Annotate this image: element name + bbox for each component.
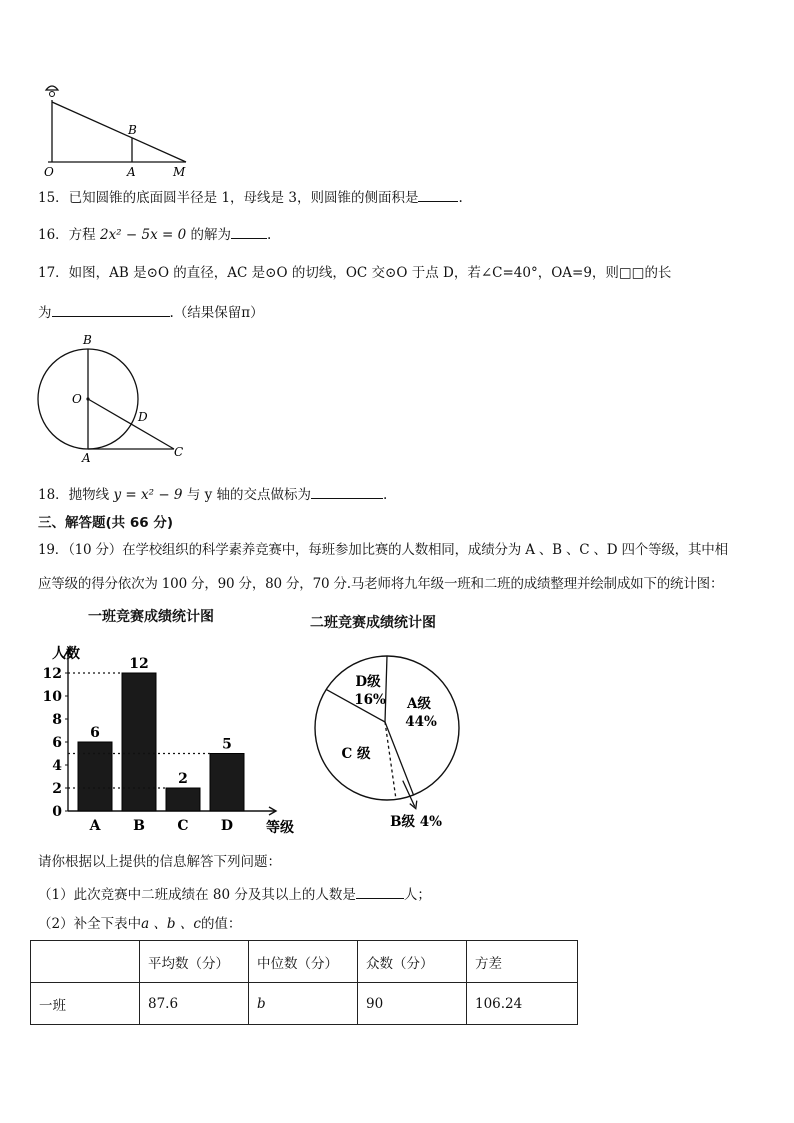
table-cell: 90	[358, 983, 467, 1025]
answer-blank-17[interactable]	[52, 302, 170, 317]
section-heading	[38, 514, 173, 532]
label-O: O	[44, 165, 54, 179]
table-header-cell: 众数（分）	[358, 941, 467, 983]
answer-blank-18[interactable]	[311, 484, 383, 499]
pie-chart	[300, 640, 480, 840]
q15-end: .	[458, 190, 463, 206]
label-B: B	[83, 333, 92, 347]
bar-data-label: 5	[222, 736, 232, 753]
y-axis-label: 人数	[52, 646, 80, 662]
q17-line2-pre: 为	[38, 305, 52, 321]
question-16	[38, 224, 271, 244]
bar-A	[78, 742, 112, 811]
score-table	[30, 940, 578, 1025]
y-tick-label: 2	[52, 781, 62, 797]
table-header-cell: 方差	[467, 941, 578, 983]
point-O	[86, 397, 89, 400]
bar-chart-title: 一班竞赛成绩统计图	[88, 609, 214, 625]
q18-pre: 18．抛物线	[38, 487, 110, 503]
q18-end: .	[383, 487, 388, 503]
label-D: D	[138, 410, 148, 424]
q19-sub2	[38, 915, 241, 933]
question-17-line2	[38, 302, 264, 322]
q16-end: .	[266, 227, 272, 243]
question-17-line1	[38, 264, 671, 282]
y-tick-label: 4	[52, 758, 62, 774]
q19-sub1	[38, 884, 431, 904]
answer-blank-19-1[interactable]	[356, 884, 404, 899]
figure-circle-tangent	[34, 332, 204, 464]
slice-percent: 16%	[354, 692, 386, 708]
bar-data-label: 12	[129, 656, 149, 672]
y-tick-label: 12	[42, 666, 62, 682]
lamp-icon	[46, 86, 58, 97]
q19-sub2-vars: a 、b 、c	[141, 916, 201, 932]
q19-prompt	[38, 853, 281, 871]
table-cell: 一班	[31, 983, 140, 1025]
q19-sub2-pre: （2）补全下表中	[38, 916, 142, 932]
bar-chart	[38, 628, 308, 838]
x-tick-label: A	[89, 818, 101, 834]
x-tick-label: B	[133, 818, 145, 834]
bar-B	[122, 673, 156, 811]
y-tick-label: 0	[52, 804, 62, 820]
label-M: M	[173, 165, 186, 179]
y-tick-label: 10	[42, 689, 62, 705]
q17-tail: 的长	[644, 265, 672, 281]
y-tick-label: 8	[52, 712, 62, 728]
label-A: A	[127, 165, 136, 179]
q19-sub1-pre: （1）此次竞赛中二班成绩在 80 分及其以上的人数是	[38, 887, 356, 903]
x-axis-label: 等级	[266, 820, 294, 836]
y-tick-label: 6	[52, 735, 62, 751]
table-cell: 106.24	[467, 983, 578, 1025]
x-tick-label: C	[177, 818, 189, 834]
q19-line2: 应等级的得分依次为 100 分，90 分，80 分，70 分.马老师将九年级一班和二班的成绩整理并绘制成如下的统计图：	[38, 576, 724, 592]
q19-sub1-post: 人；	[403, 887, 431, 903]
bar-D	[210, 754, 244, 812]
slice-percent: 44%	[405, 714, 437, 730]
bar-C	[166, 788, 200, 811]
answer-blank-16[interactable]	[231, 224, 267, 239]
table-header-row	[31, 941, 578, 983]
figure-lamp-triangle	[38, 80, 198, 180]
label-B: B	[128, 123, 137, 137]
question-18	[38, 484, 387, 504]
q19-sub2-post: 的值：	[200, 916, 242, 932]
label-A: A	[82, 451, 91, 464]
q19-line1: 19．（10 分）在学校组织的科学素养竞赛中，每班参加比赛的人数相同，成绩分为 A 、B 、C 、D 四个等级，其中相	[38, 542, 728, 558]
q16-pre: 16．方程	[38, 227, 96, 243]
question-19-line2	[38, 575, 723, 593]
bar-data-label: 2	[178, 771, 188, 787]
answer-blank-15[interactable]	[418, 187, 458, 202]
q18-equation: y = x² − 9	[113, 487, 183, 503]
slice-label: D级	[355, 674, 381, 690]
pie-chart-title: 二班竞赛成绩统计图	[310, 615, 436, 631]
table-header-cell: 中位数（分）	[249, 941, 358, 983]
table-header-cell	[31, 941, 140, 983]
question-15	[38, 187, 463, 207]
q15-text: 15．已知圆锥的底面圆半径是 1，母线是 3，则圆锥的侧面积是	[38, 190, 419, 206]
table-row	[31, 983, 578, 1025]
hypotenuse-line	[52, 102, 186, 162]
table-cell: 87.6	[140, 983, 249, 1025]
q17-text: 17．如图，AB 是⊙O 的直径，AC 是⊙O 的切线，OC 交⊙O 于点 D，若∠C=40°，OA=9，则	[38, 265, 619, 281]
slice-label: A级	[407, 696, 431, 712]
question-19-line1	[38, 541, 728, 559]
bar-data-label: 6	[90, 725, 100, 741]
q16-post: 的解为	[190, 227, 231, 243]
q17-arc-boxes: □□	[618, 265, 645, 281]
q18-post: 与 y 轴的交点做标为	[186, 487, 312, 503]
slice-label: C 级	[341, 746, 371, 762]
slice-label: B级 4%	[390, 814, 442, 830]
q17-line2-post: .（结果保留π）	[169, 305, 264, 321]
label-C: C	[174, 445, 184, 459]
q19-prompt-text: 请你根据以上提供的信息解答下列问题：	[38, 854, 281, 870]
table-cell[interactable]: b	[249, 983, 358, 1025]
line-OC	[88, 399, 174, 449]
label-O: O	[72, 392, 82, 406]
x-tick-label: D	[220, 818, 234, 834]
section-title: 三、解答题(共 66 分)	[38, 515, 174, 531]
table-header-cell: 平均数（分）	[140, 941, 249, 983]
q16-equation: 2x² − 5x = 0	[99, 227, 187, 243]
